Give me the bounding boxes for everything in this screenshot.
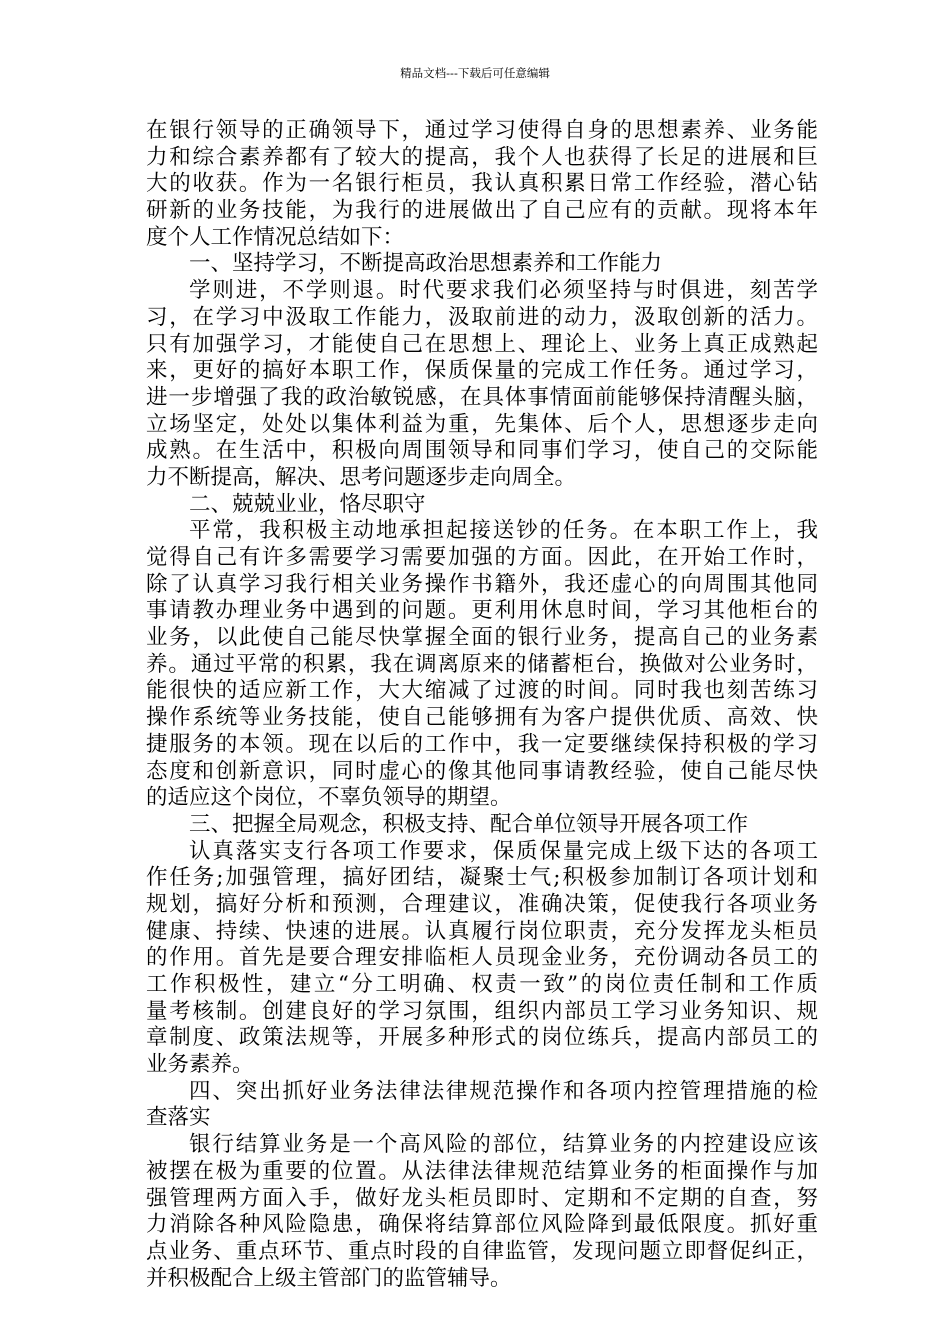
text-line: 在银行领导的正确领导下，通过学习使得自身的思想素养、业务能: [146, 118, 818, 143]
text-line: 力和综合素养都有了较大的提高，我个人也获得了长足的进展和巨: [146, 144, 818, 170]
text-line: 强管理两方面入手，做好龙头柜员即时、定期和不定期的自查，努: [146, 1185, 818, 1211]
text-line: 健康、持续、快速的进展。认真履行岗位职责，充分发挥龙头柜员: [146, 918, 818, 944]
text-line: 养。通过平常的积累，我在调离原来的储蓄柜台，换做对公业务时，: [146, 651, 818, 677]
text-line: 觉得自己有许多需要学习需要加强的方面。因此，在开始工作时，: [146, 545, 818, 570]
text-line: 平常，我积极主动地承担起接送钞的任务。在本职工作上，我: [189, 518, 818, 544]
text-line: 立场坚定，处处以集体利益为重，先集体、后个人，思想逐步走向: [146, 411, 818, 437]
text-line: 章制度、政策法规等，开展多种形式的岗位练兵，提高内部员工的: [146, 1025, 818, 1051]
text-line: 习，在学习中汲取工作能力，汲取前进的动力，汲取创新的活力。: [146, 304, 818, 330]
text-line: 业务，以此使自己能尽快掌握全面的银行业务，提高自己的业务素: [146, 625, 818, 651]
text-line: 学则进，不学则退。时代要求我们必须坚持与时俱进，刻苦学: [189, 278, 818, 304]
text-line: 力不断提高，解决、思考问题逐步走向周全。: [146, 464, 577, 490]
text-line: 工作积极性，建立“分工明确、权责一致”的岗位责任制和工作质: [146, 972, 818, 997]
text-line: 业务素养。: [146, 1052, 254, 1078]
text-line: 大的收获。作为一名银行柜员，我认真积累日常工作经验，潜心钻: [146, 171, 818, 197]
text-line: 只有加强学习，才能使自己在思想上、理论上、业务上真正成熟起: [146, 331, 818, 357]
text-line: 量考核制。创建良好的学习氛围，组织内部员工学习业务知识、规: [146, 998, 818, 1024]
text-line: 认真落实支行各项工作要求，保质保量完成上级下达的各项工: [189, 838, 818, 864]
text-line: 度个人工作情况总结如下：: [146, 224, 405, 250]
page-header: 精品文档---下载后可任意编辑: [400, 66, 550, 80]
text-line: 查落实: [146, 1105, 211, 1131]
text-line: 一、坚持学习，不断提高政治思想素养和工作能力: [189, 251, 663, 277]
text-line: 四、突出抓好业务法律法律规范操作和各项内控管理措施的检: [189, 1078, 818, 1104]
text-line: 规划，搞好分析和预测，合理建议，准确决策，促使我行各项业务: [146, 891, 818, 917]
text-line: 被摆在极为重要的位置。从法律法律规范结算业务的柜面操作与加: [146, 1158, 818, 1184]
text-line: 事请教办理业务中遇到的问题。更利用休息时间，学习其他柜台的: [146, 598, 818, 624]
text-line: 二、兢兢业业，恪尽职守: [189, 491, 426, 517]
text-line: 研新的业务技能，为我行的进展做出了自己应有的贡献。现将本年: [146, 198, 818, 224]
text-line: 力消除各种风险隐患，确保将结算部位风险降到最低限度。抓好重: [146, 1212, 818, 1238]
document-body: [146, 118, 818, 1292]
text-line: 三、把握全局观念，积极支持、配合单位领导开展各项工作: [189, 811, 749, 837]
text-line: 成熟。在生活中，积极向周围领导和同事们学习，使自己的交际能: [146, 438, 818, 464]
text-line: 并积极配合上级主管部门的监管辅导。: [146, 1265, 512, 1291]
text-line: 银行结算业务是一个高风险的部位，结算业务的内控建设应该: [189, 1132, 818, 1158]
text-line: 除了认真学习我行相关业务操作书籍外，我还虚心的向周围其他同: [146, 571, 818, 597]
text-line: 捷服务的本领。现在以后的工作中，我一定要继续保持积极的学习: [146, 731, 818, 757]
text-line: 的适应这个岗位，不辜负领导的期望。: [146, 785, 512, 811]
text-line: 操作系统等业务技能，使自己能够拥有为客户提供优质、高效、快: [146, 705, 818, 731]
text-line: 进一步增强了我的政治敏锐感，在具体事情面前能够保持清醒头脑，: [146, 384, 818, 410]
text-line: 作任务;加强管理，搞好团结，凝聚士气;积极参加制订各项计划和: [146, 865, 818, 891]
text-line: 点业务、重点环节、重点时段的自律监管，发现问题立即督促纠正，: [146, 1238, 818, 1264]
text-line: 能很快的适应新工作，大大缩减了过渡的时间。同时我也刻苦练习: [146, 678, 818, 704]
text-line: 的作用。首先是要合理安排临柜人员现金业务，充份调动各员工的: [146, 945, 818, 971]
text-line: 来，更好的搞好本职工作，保质保量的完成工作任务。通过学习，: [146, 358, 818, 384]
text-line: 态度和创新意识，同时虚心的像其他同事请教经验，使自己能尽快: [146, 758, 818, 784]
